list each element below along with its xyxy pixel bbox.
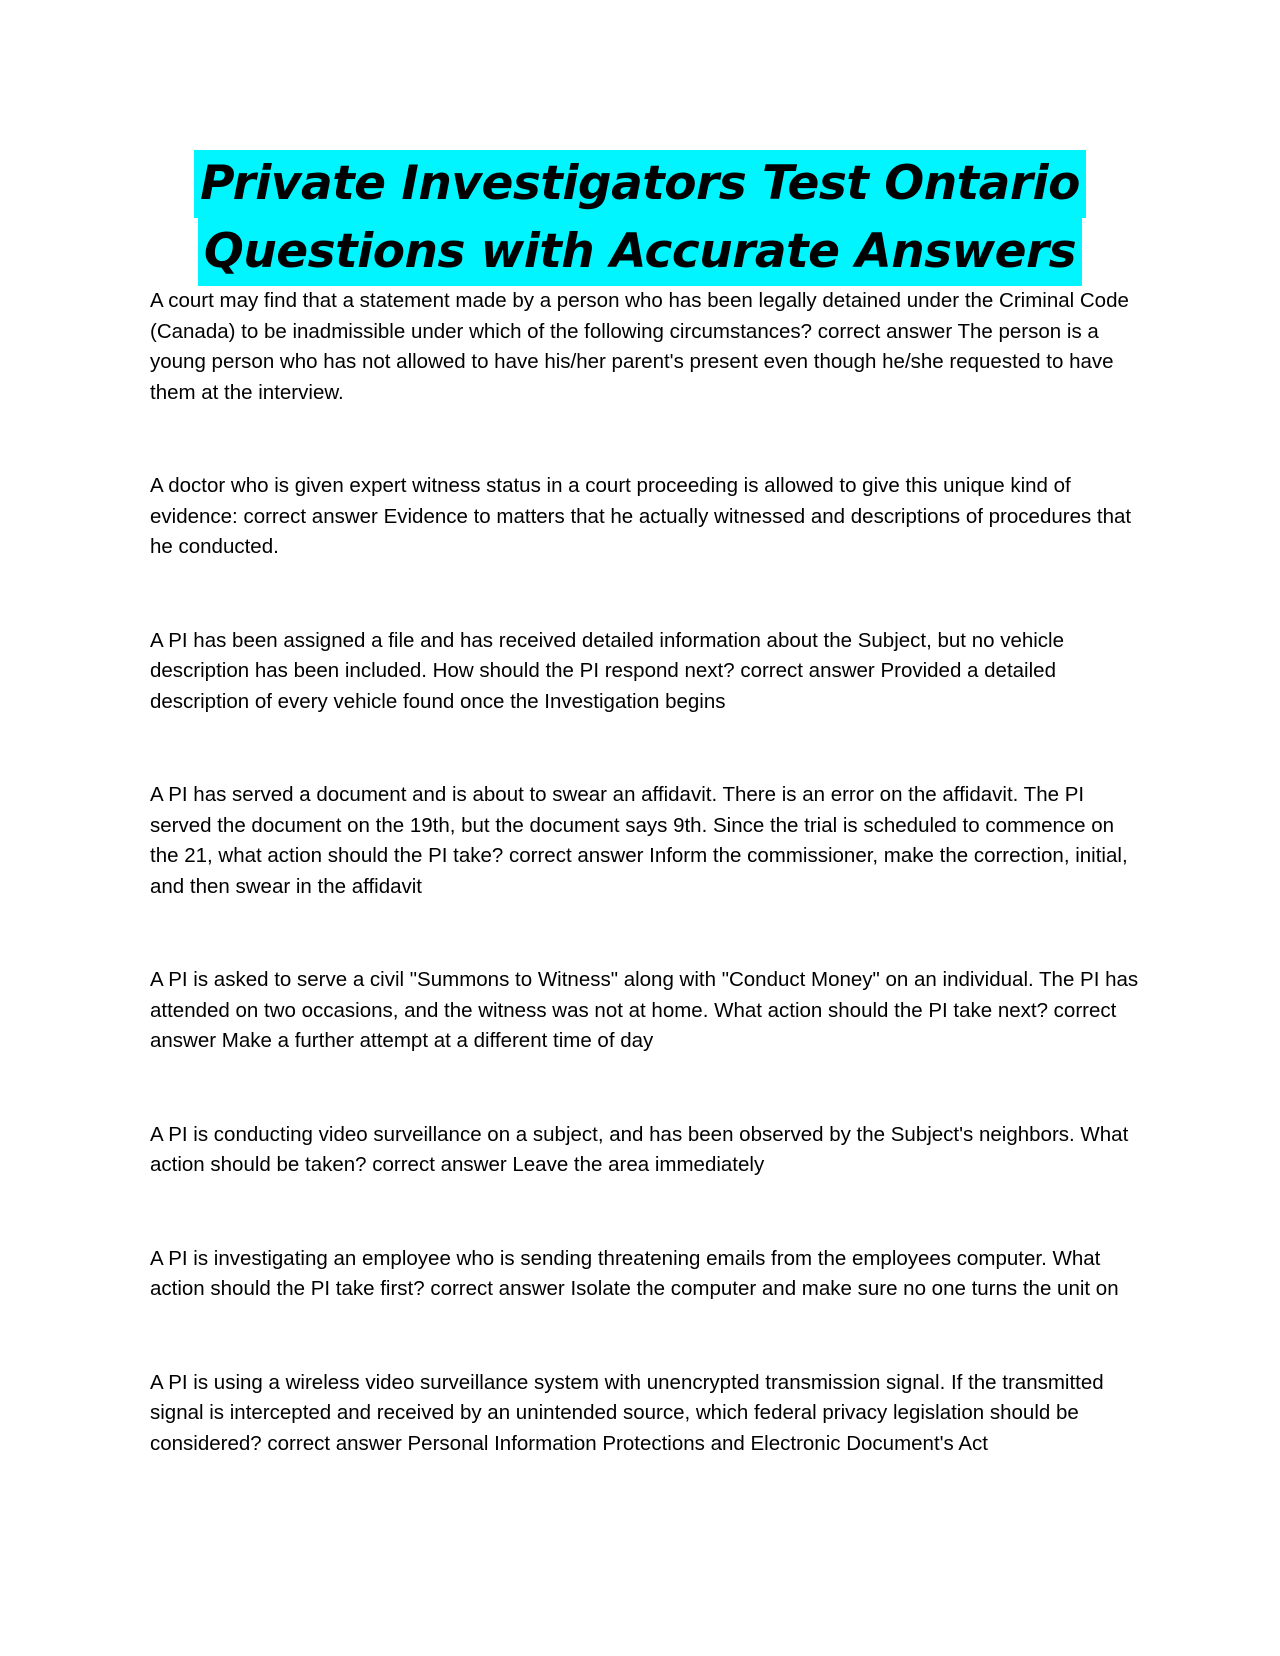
document-title (0, 150, 1280, 286)
qa-entry-4: A PI has served a document and is about to swear an affidavit. There is an error on the affidavit. The PI served the document on the 19th, but the document says 9th. Since the trial is scheduled to commence on the 21, what action should the PI take? correct answer Inform the commissioner, make the correction, initial, and then swear in the affidavit (150, 783, 1128, 898)
document-body (150, 286, 1140, 1459)
qa-entry-2: A doctor who is given expert witness status in a court proceeding is allowed to give this unique kind of evidence: correct answer Evidence to matters that he actually witnessed and descriptions of procedures that he conducted. (150, 474, 1132, 558)
qa-entry-7: A PI is investigating an employee who is sending threatening emails from the employees computer. What action should the PI take first? correct answer Isolate the computer and make sure no one turns the unit on (150, 1246, 1119, 1300)
qa-entry-8: A PI is using a wireless video surveillance system with unencrypted transmission signal. If the transmitted signal is intercepted and received by an unintended source, which federal privacy legislation should be considered? correct answer Personal Information Protections and Electronic Document's Act (150, 1370, 1104, 1455)
qa-entry-3: A PI has been assigned a file and has received detailed information about the Subject, but no vehicle description has been included. How should the PI respond next? correct answer Provided a detailed description of every vehicle found once the Investigation begins (150, 628, 1065, 713)
title-line-2: Questions with Accurate Answers (198, 218, 1082, 286)
qa-entry-1: A court may find that a statement made by a person who has been legally detained under the Criminal Code (Canada) to be inadmissible under which of the following circumstances? correct answer The person is a young person who has not allowed to have his/her parent's present even though he/she requested to have them at the interview. (150, 289, 1129, 404)
qa-entry-6: A PI is conducting video surveillance on a subject, and has been observed by the Subject's neighbors. What action should be taken? correct answer Leave the area immediately (150, 1122, 1129, 1176)
qa-entry-5: A PI is asked to serve a civil "Summons to Witness" along with "Conduct Money" on an individual. The PI has attended on two occasions, and the witness was not at home. What action should the PI take next? correct answer Make a further attempt at a different time of day (150, 968, 1139, 1052)
title-line-1: Private Investigators Test Ontario (194, 150, 1086, 218)
